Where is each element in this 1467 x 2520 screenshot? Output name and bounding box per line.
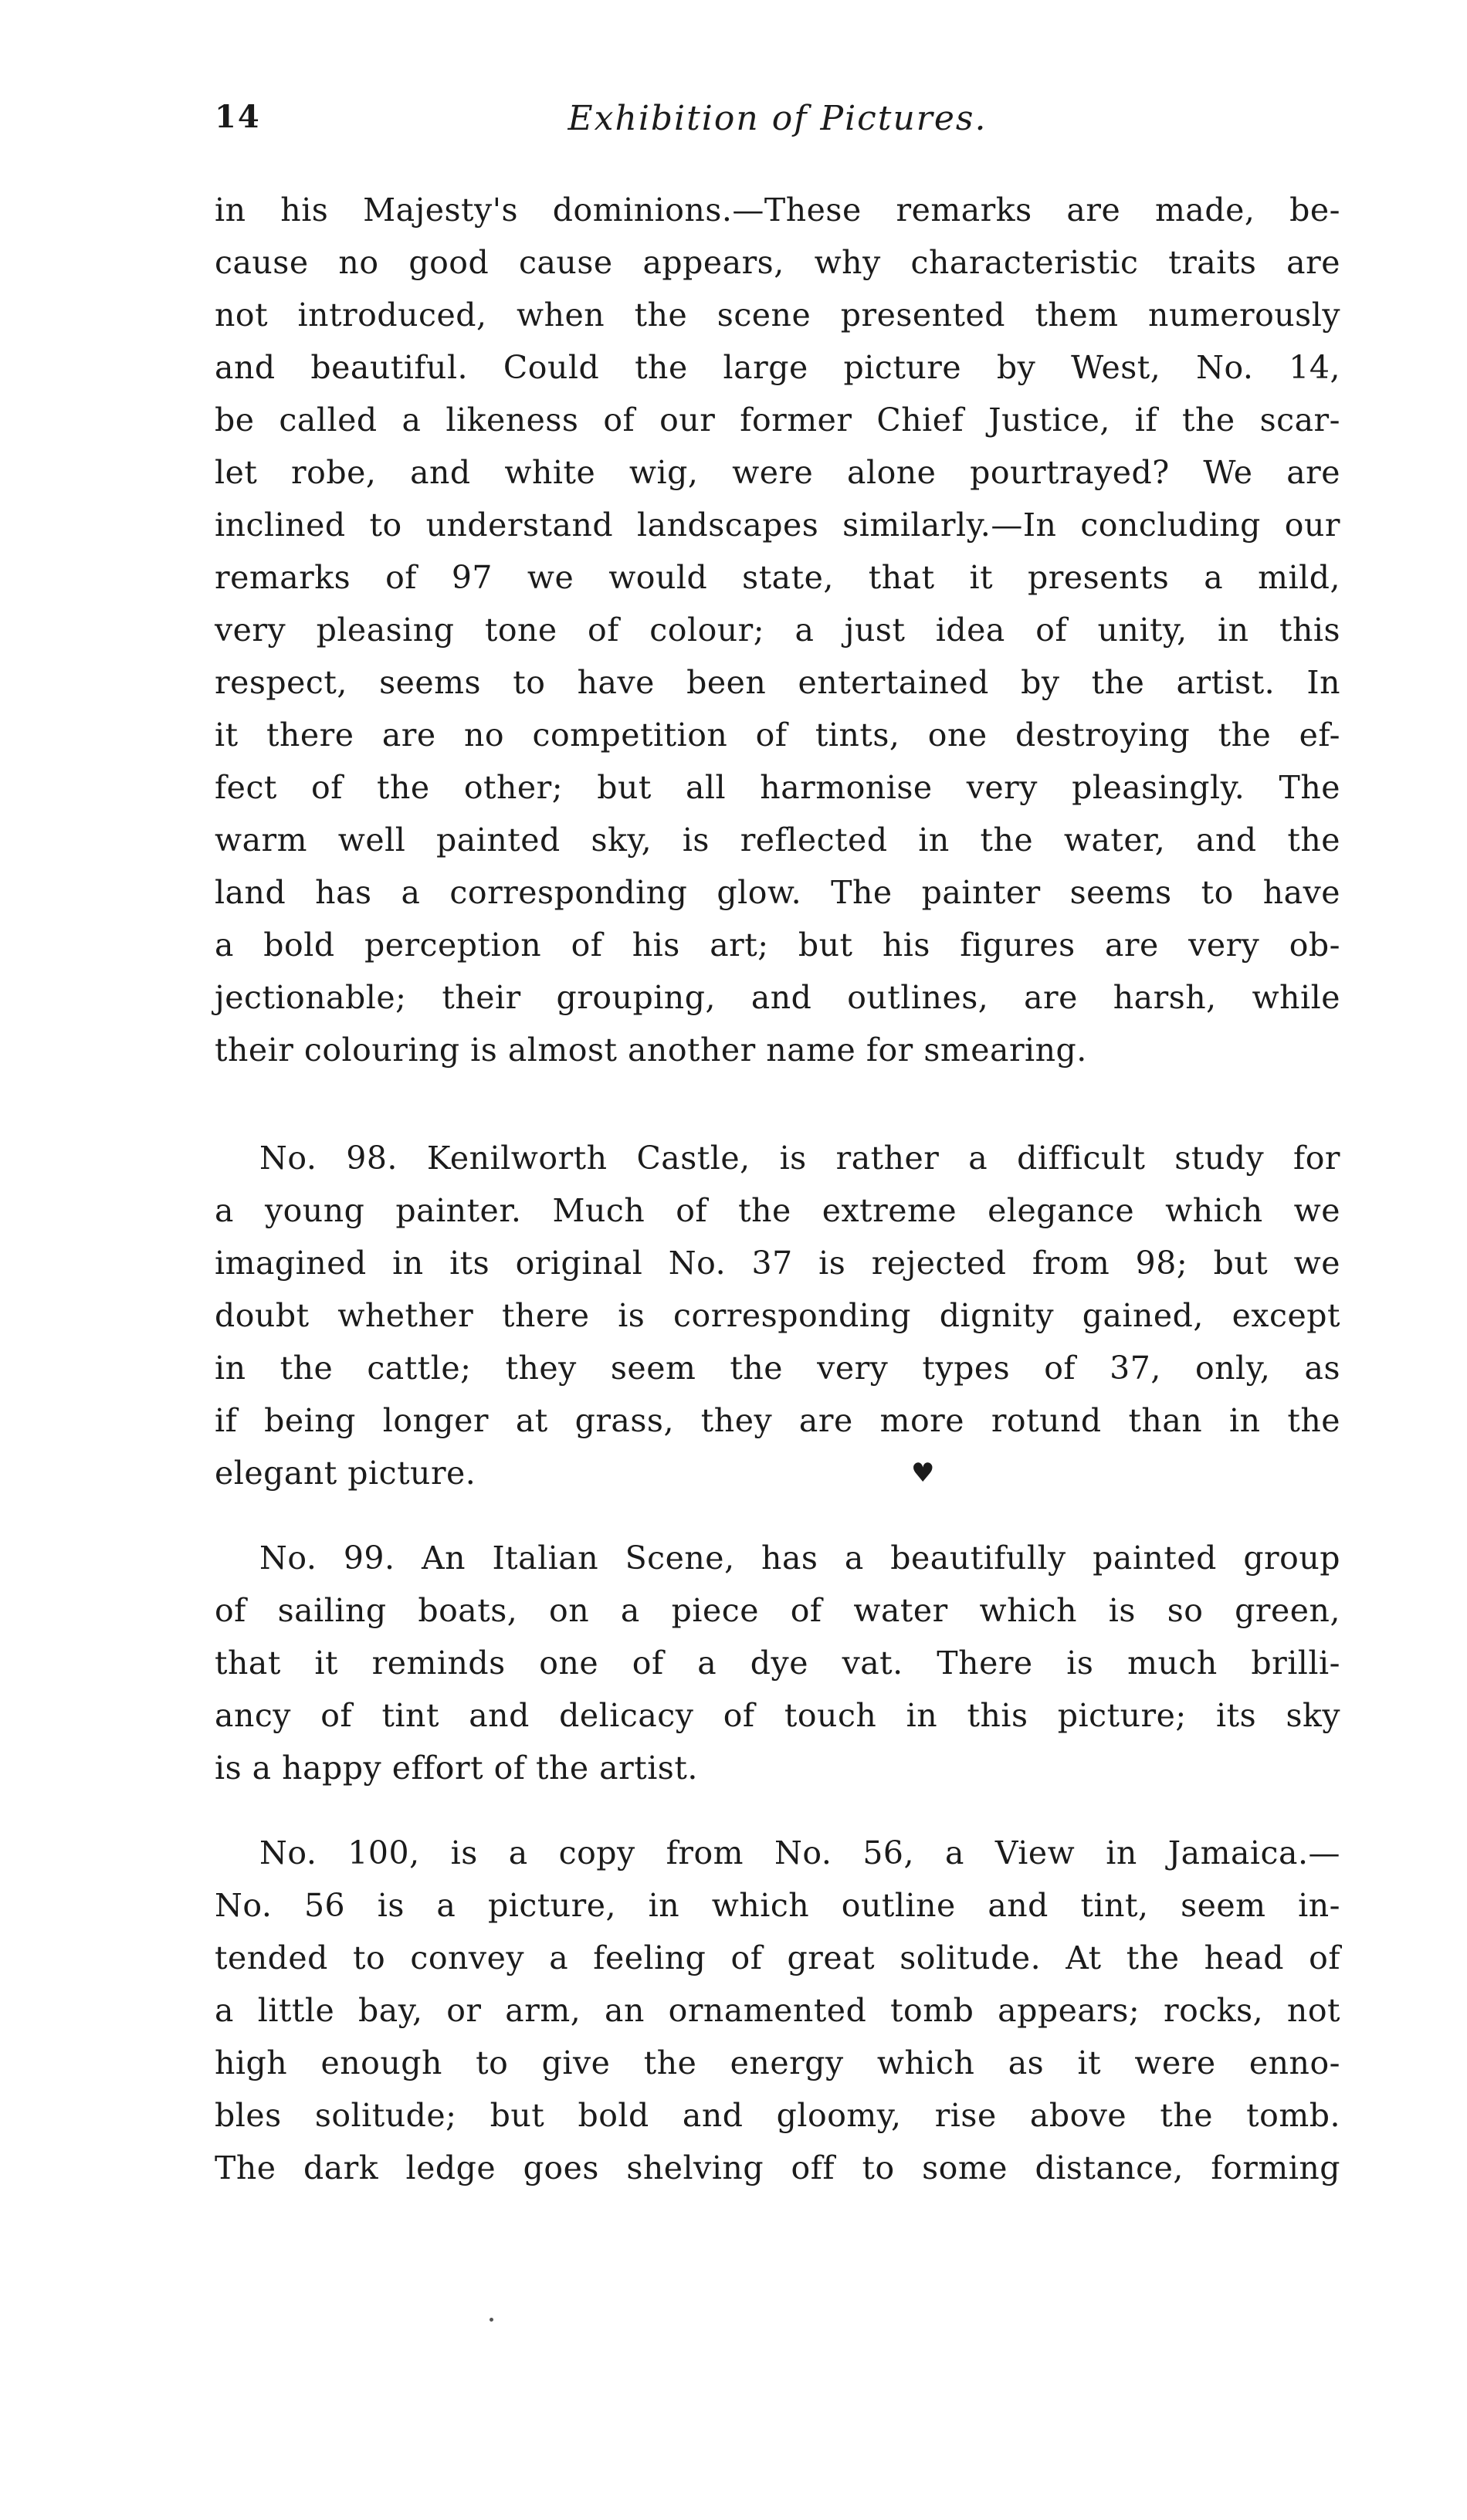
text-line: that it reminds one of a dye vat. There is much brilli-	[215, 1644, 1340, 1682]
page-number: 14	[215, 99, 261, 135]
paragraph-2	[215, 1132, 1340, 1499]
text-line: very pleasing tone of colour; a just idea of unity, in this	[215, 611, 1340, 649]
print-speck	[490, 2318, 493, 2322]
text-line: their colouring is almost another name for smearing.	[215, 1031, 1087, 1069]
text-line: inclined to understand landscapes similarly.—In concluding our	[215, 506, 1340, 544]
text-line: tended to convey a feeling of great solitude. At the head of	[215, 1939, 1340, 1976]
text-line: not introduced, when the scene presented them numerously	[215, 296, 1340, 334]
running-head: Exhibition of Pictures.	[567, 99, 988, 138]
text-line: elegant picture.	[215, 1455, 476, 1492]
text-line: a young painter. Much of the extreme elegance which we	[215, 1192, 1340, 1229]
text-line: imagined in its original No. 37 is rejected from 98; but we	[215, 1245, 1340, 1282]
text-line: let robe, and white wig, were alone pourtrayed? We are	[215, 454, 1340, 491]
text-line: No. 100, is a copy from No. 56, a View in Jamaica.—	[259, 1834, 1340, 1871]
text-line: No. 99. An Italian Scene, has a beautifully painted group	[259, 1539, 1340, 1577]
text-line: a bold perception of his art; but his figures are very ob-	[215, 926, 1340, 964]
text-line: bles solitude; but bold and gloomy, rise above the tomb.	[215, 2097, 1340, 2134]
text-line: respect, seems to have been entertained by the artist. In	[215, 664, 1340, 701]
text-line: it there are no competition of tints, one destroying the ef-	[215, 716, 1340, 754]
text-line: The dark ledge goes shelving off to some distance, forming	[215, 2149, 1340, 2186]
text-line: No. 98. Kenilworth Castle, is rather a difficult study for	[259, 1140, 1340, 1177]
text-line: fect of the other; but all harmonise very pleasingly. The	[215, 769, 1340, 806]
text-line: No. 56 is a picture, in which outline and tint, seem in-	[215, 1887, 1340, 1924]
text-line: remarks of 97 we would state, that it presents a mild,	[215, 559, 1340, 596]
text-line: ancy of tint and delicacy of touch in this picture; its sky	[215, 1697, 1340, 1734]
text-line: if being longer at grass, they are more rotund than in the	[215, 1402, 1340, 1439]
text-line: a little bay, or arm, an ornamented tomb appears; rocks, not	[215, 1992, 1340, 2029]
paragraph-3	[215, 1532, 1340, 1794]
text-line: warm well painted sky, is reflected in the water, and the	[215, 821, 1340, 859]
text-line: doubt whether there is corresponding dignity gained, except	[215, 1297, 1340, 1334]
text-line: and beautiful. Could the large picture by West, No. 14,	[215, 349, 1340, 386]
text-line: in his Majesty's dominions.—These remarks are made, be-	[215, 191, 1340, 229]
paragraph-4	[215, 1827, 1340, 2194]
print-blot-mark: ♥	[911, 1458, 935, 1489]
text-line: high enough to give the energy which as it were enno-	[215, 2044, 1340, 2081]
text-line: jectionable; their grouping, and outlines, are harsh, while	[215, 979, 1340, 1016]
text-line: cause no good cause appears, why characteristic traits are	[215, 244, 1340, 281]
paragraph-1	[215, 184, 1340, 1076]
text-line: is a happy effort of the artist.	[215, 1749, 698, 1787]
text-line: land has a corresponding glow. The painter seems to have	[215, 874, 1340, 911]
text-line: in the cattle; they seem the very types of 37, only, as	[215, 1350, 1340, 1387]
text-line: be called a likeness of our former Chief Justice, if the scar-	[215, 401, 1340, 439]
page-header	[215, 99, 1340, 153]
text-line: of sailing boats, on a piece of water which is so green,	[215, 1592, 1340, 1629]
